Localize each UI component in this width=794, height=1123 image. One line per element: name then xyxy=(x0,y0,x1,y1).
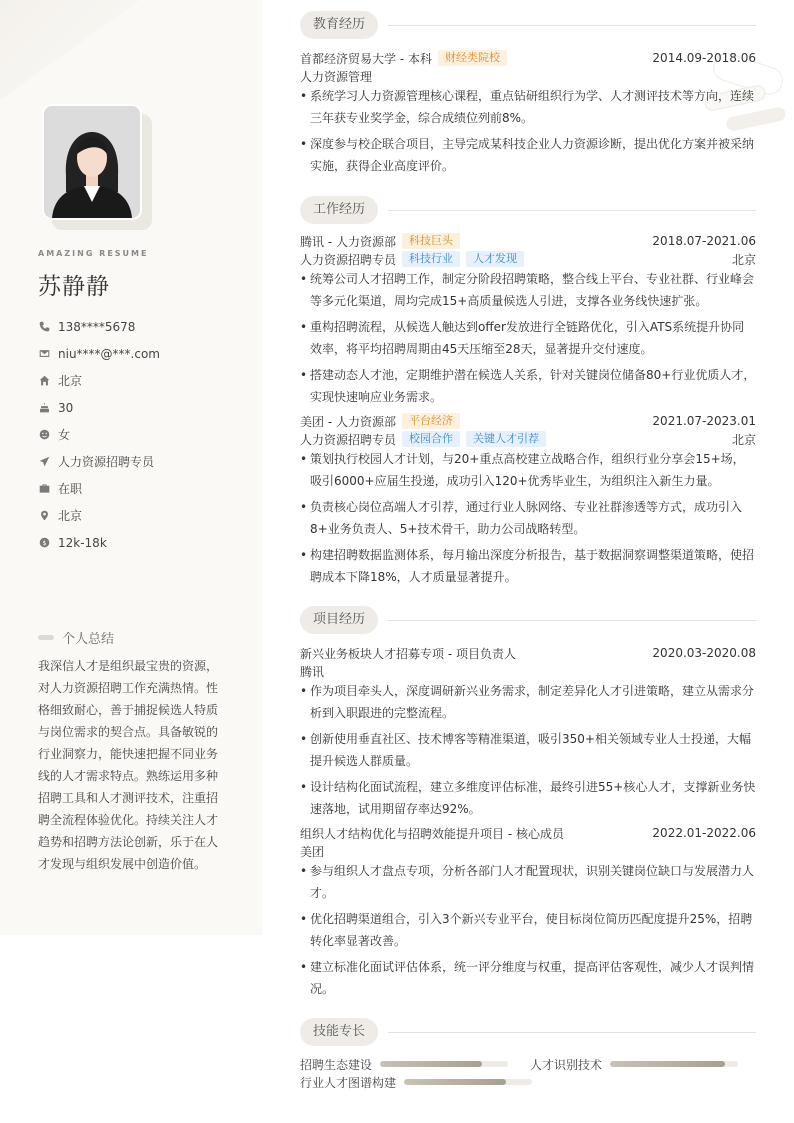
contact-email xyxy=(38,340,248,367)
company-tag: 平台经济 xyxy=(402,413,460,429)
job-position: 人力资源招聘专员 xyxy=(300,432,397,447)
skill-name: 行业人才图谱构建 xyxy=(300,1075,397,1090)
skill-level-bar xyxy=(404,1079,532,1085)
list-item: • 创新使用垂直社区、技术博客等精准渠道，吸引350+相关领域专业人士投递，大幅提升候选人群质量。 xyxy=(300,728,756,772)
corner-decoration xyxy=(0,0,140,100)
contact-gender-text: 女 xyxy=(58,428,71,442)
skill-item xyxy=(300,1074,532,1090)
project-name-row xyxy=(300,824,756,842)
project-date: 2022.01-2022.06 xyxy=(652,826,756,840)
skill-level-fill xyxy=(404,1079,506,1085)
job-bullets xyxy=(300,268,756,412)
resume-tagline: AMAZING RESUME xyxy=(38,249,149,258)
skills-section-header xyxy=(300,1018,756,1046)
job-date: 2021.07-2023.01 xyxy=(652,414,756,428)
home-icon xyxy=(38,375,50,387)
phone-icon xyxy=(38,321,50,333)
project-date: 2020.03-2020.08 xyxy=(652,646,756,660)
project-org: 美团 xyxy=(300,844,325,859)
list-item: • 建立标准化面试评估体系，统一评分维度与权重，提高评估客观性，减少人才误判情况。 xyxy=(300,956,756,1000)
job-tag: 科技行业 xyxy=(402,251,460,267)
skill-item xyxy=(300,1056,508,1072)
project-name: 组织人才结构优化与招聘效能提升项目 - 核心成员 xyxy=(300,826,564,841)
work-section-title: 工作经历 xyxy=(300,196,378,224)
contact-salary-text: 12k-18k xyxy=(58,535,107,550)
contact-phone-text: 138****5678 xyxy=(58,319,136,334)
location-pin-icon xyxy=(38,510,50,522)
list-item: • 设计结构化面试流程，建立多维度评估标准，最终引进55+核心人才，支撑新业务快速落地，试用期留存率达92%。 xyxy=(300,776,756,820)
contact-gender xyxy=(38,421,248,448)
list-item: • 参与组织人才盘点专项，分析各部门人才配置现状，识别关键岗位缺口与发展潜力人才。 xyxy=(300,860,756,904)
job-company-row xyxy=(300,412,756,430)
school-tag: 财经类院校 xyxy=(438,50,507,66)
job-position-row xyxy=(300,430,756,448)
job-company-row xyxy=(300,232,756,250)
list-item: • 系统学习人力资源管理核心课程，重点钻研组织行为学、人才测评技术等方向，连续三年获专业奖学金，综合成绩位列前8%。 xyxy=(300,85,756,129)
summary-text: 我深信人才是组织最宝贵的资源，对人力资源招聘工作充满热情。性格细致耐心，善于捕捉候选人特质与岗位需求的契合点。具备敏锐的行业洞察力，能快速把握不同业务线的人才需求特点。熟练运用多种招聘工具和人才测评技术，注重招聘全流程体验优化。持续关注人才趋势和招聘方法论创新，乐于在人才发现与组织发展中创造价值。 xyxy=(38,659,219,871)
contact-home xyxy=(38,367,248,394)
contact-list xyxy=(38,313,248,556)
job-company: 腾讯 - 人力资源部 xyxy=(300,234,396,249)
list-item: • 统筹公司人才招聘工作，制定分阶段招聘策略，整合线上平台、专业社群、行业峰会等多元化渠道，周均完成15+高质量候选人引进，支撑各业务线快速扩张。 xyxy=(300,268,756,312)
education-major-row xyxy=(300,67,756,85)
sidebar xyxy=(0,0,262,935)
job-date: 2018.07-2021.06 xyxy=(652,234,756,248)
education-date: 2014.09-2018.06 xyxy=(652,51,756,65)
school-name: 首都经济贸易大学 - 本科 xyxy=(300,51,432,66)
skills-section-title: 技能专长 xyxy=(300,1018,378,1046)
education-section-title: 教育经历 xyxy=(300,11,378,39)
contact-age-text: 30 xyxy=(58,400,74,415)
contact-status-text: 在职 xyxy=(58,482,83,496)
project-section-header xyxy=(300,606,756,634)
briefcase-icon xyxy=(38,483,50,495)
job-tag: 关键人才引荐 xyxy=(466,431,546,447)
list-item: • 策划执行校园人才计划，与20+重点高校建立战略合作，组织行业分享会15+场，吸引6000+应届生投递，成功引入120+优秀毕业生，为组织注入新生力量。 xyxy=(300,448,756,492)
list-item: • 优化招聘渠道组合，引入3个新兴专业平台，使目标岗位简历匹配度提升25%，招聘转化率显著改善。 xyxy=(300,908,756,952)
list-item: • 重构招聘流程，从候选人触达到offer发放进行全链路优化，引入ATS系统提升协同效率，将平均招聘周期由45天压缩至28天，显著提升交付速度。 xyxy=(300,316,756,360)
list-item: • 构建招聘数据监测体系，每月输出深度分析报告，基于数据洞察调整渠道策略，使招聘成本下降18%，人才质量显著提升。 xyxy=(300,544,756,588)
education-school-row xyxy=(300,49,756,67)
skill-level-bar xyxy=(380,1061,508,1067)
education-bullets xyxy=(300,85,756,181)
list-item: • 负责核心岗位高端人才引荐，通过行业人脉网络、专业社群渗透等方式，成功引入8+业务负责人、5+技术骨干，助力公司战略转型。 xyxy=(300,496,756,540)
contact-age xyxy=(38,394,248,421)
project-section-title: 项目经历 xyxy=(300,606,378,634)
summary-header xyxy=(38,628,114,647)
company-tag: 科技巨头 xyxy=(402,233,460,249)
list-item: • 搭建动态人才池，定期维护潜在候选人关系，针对关键岗位储备80+行业优质人才，实现快速响应业务需求。 xyxy=(300,364,756,408)
mail-icon xyxy=(38,348,50,360)
salary-icon xyxy=(38,537,50,549)
cake-icon xyxy=(38,402,50,414)
candidate-name: 苏静静 xyxy=(38,274,110,300)
job-tag: 人才发现 xyxy=(466,251,524,267)
job-company: 美团 - 人力资源部 xyxy=(300,414,396,429)
skill-level-fill xyxy=(380,1061,482,1067)
project-bullets xyxy=(300,680,756,824)
contact-position-text: 人力资源招聘专员 xyxy=(58,455,155,469)
education-section-header xyxy=(300,11,756,39)
project-org-row xyxy=(300,662,756,680)
profile-photo-frame xyxy=(42,104,142,220)
contact-position xyxy=(38,448,248,475)
job-tag: 校园合作 xyxy=(402,431,460,447)
skill-item xyxy=(530,1056,738,1072)
work-section-header xyxy=(300,196,756,224)
project-name: 新兴业务板块人才招募专项 - 项目负责人 xyxy=(300,646,516,661)
job-position-row xyxy=(300,250,756,268)
svg-text:$: $ xyxy=(42,539,46,547)
send-icon xyxy=(38,456,50,468)
contact-location xyxy=(38,502,248,529)
skill-level-bar xyxy=(610,1061,738,1067)
skill-name: 人才识别技术 xyxy=(530,1057,603,1072)
list-item: • 深度参与校企联合项目，主导完成某科技企业人力资源诊断，提出优化方案并被采纳实施，获得企业高度评价。 xyxy=(300,133,756,177)
profile-photo xyxy=(42,104,142,220)
gender-icon xyxy=(38,429,50,441)
contact-home-text: 北京 xyxy=(58,374,83,388)
contact-phone xyxy=(38,313,248,340)
skill-name: 招聘生态建设 xyxy=(300,1057,373,1072)
summary-title: 个人总结 xyxy=(62,632,115,647)
project-org-row xyxy=(300,842,756,860)
list-item: • 作为项目牵头人，深度调研新兴业务需求，制定差异化人才引进策略，建立从需求分析到入职跟进的完整流程。 xyxy=(300,680,756,724)
contact-location-text: 北京 xyxy=(58,509,83,523)
project-name-row xyxy=(300,644,756,662)
project-bullets xyxy=(300,860,756,1004)
skill-level-fill xyxy=(610,1061,725,1067)
job-bullets xyxy=(300,448,756,592)
job-city: 北京 xyxy=(731,252,756,267)
job-position: 人力资源招聘专员 xyxy=(300,252,397,267)
project-org: 腾讯 xyxy=(300,664,325,679)
contact-status xyxy=(38,475,248,502)
job-city: 北京 xyxy=(731,432,756,447)
major: 人力资源管理 xyxy=(300,69,373,84)
contact-email-text: niu****@***.com xyxy=(58,346,160,361)
contact-salary xyxy=(38,529,248,556)
